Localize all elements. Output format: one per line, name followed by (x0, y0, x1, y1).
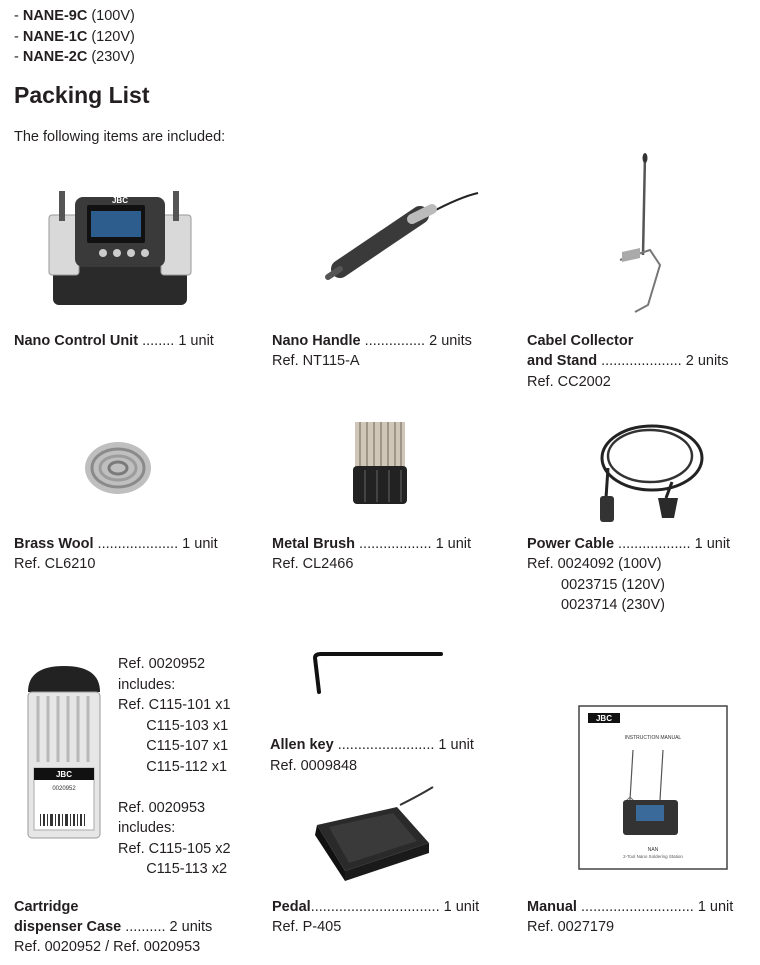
pedal-ref: Ref. P-405 (272, 919, 342, 935)
jbc-logo: JBC (595, 714, 613, 723)
power-cable-image (592, 418, 707, 528)
brass-wool-caption: Brass Wool .................... 1 unit (14, 536, 218, 552)
manual-caption: Manual ............................ 1 unit (527, 899, 734, 915)
intro-text: The following items are included: (14, 129, 226, 145)
model-item: - NANE-2C (230V) (14, 49, 135, 65)
detail-spacer (118, 777, 231, 798)
detail-line: Ref. C115-105 x2 (118, 840, 231, 857)
detail-line: C115-113 x2 (118, 861, 228, 877)
nano-handle-image (320, 185, 480, 285)
cable-collector-ref: Ref. CC2002 (527, 374, 611, 390)
metal-brush-caption: Metal Brush .................. 1 unit (272, 536, 472, 552)
cable-collector-image (610, 150, 670, 315)
cover-model: NAN (647, 847, 659, 853)
cable-collector-caption: Cabel Collector (527, 333, 634, 349)
manual-image (578, 705, 728, 870)
cartridge-details (118, 654, 231, 880)
control-unit-image (45, 185, 195, 310)
model-list (14, 6, 135, 68)
detail-line: C115-107 x1 (118, 738, 229, 754)
brass-wool-image (83, 438, 153, 496)
model-item: - NANE-9C (100V) (14, 8, 135, 24)
detail-line: includes: (118, 820, 176, 836)
nano-handle-caption: Nano Handle ............... 2 units (272, 333, 472, 349)
section-heading: Packing List (14, 82, 150, 108)
allen-key-image (305, 648, 445, 696)
detail-line: Ref. 0020953 (118, 799, 206, 816)
metal-brush-ref: Ref. CL2466 (272, 556, 354, 572)
power-cable-ref-120v: 0023715 (120V) (561, 577, 665, 593)
cartridge-caption-line2: dispenser Case .......... 2 units (14, 919, 213, 935)
cover-title: INSTRUCTION MANUAL (624, 735, 682, 741)
power-cable-ref: Ref. 0024092 (100V) (527, 556, 662, 572)
detail-line: Ref. C115-101 x1 (118, 697, 231, 713)
control-unit-caption: Nano Control Unit ........ 1 unit (14, 333, 214, 349)
pedal-caption: Pedal................................ 1 unit (272, 899, 480, 915)
cartridge-ref: Ref. 0020952 / Ref. 0020953 (14, 939, 201, 955)
detail-line: C115-103 x1 (118, 717, 229, 734)
cable-collector-caption-line2: and Stand .................... 2 units (527, 353, 729, 369)
metal-brush-image (345, 418, 415, 508)
box-code: 0020952 (52, 786, 76, 792)
detail-line: C115-112 x1 (118, 758, 228, 775)
pedal-image (305, 785, 440, 885)
detail-line: Ref. 0020952 (118, 656, 206, 672)
power-cable-ref-230v: 0023714 (230V) (561, 597, 665, 613)
jbc-logo: JBC (55, 770, 73, 779)
brass-wool-ref: Ref. CL6210 (14, 556, 96, 572)
model-item: - NANE-1C (120V) (14, 28, 135, 45)
power-cable-caption: Power Cable .................. 1 unit (527, 536, 731, 552)
detail-line: includes: (118, 676, 176, 693)
nano-handle-ref: Ref. NT115-A (272, 353, 360, 369)
allen-key-ref: Ref. 0009848 (270, 758, 358, 774)
jbc-logo: JBC (111, 196, 129, 205)
cover-subtitle: 2-Tool Nano Soldering Station (623, 854, 683, 859)
cartridge-caption: Cartridge (14, 899, 79, 915)
allen-key-caption: Allen key ........................ 1 unit (270, 737, 474, 753)
manual-ref: Ref. 0027179 (527, 919, 615, 935)
cartridge-case-image (24, 662, 104, 840)
